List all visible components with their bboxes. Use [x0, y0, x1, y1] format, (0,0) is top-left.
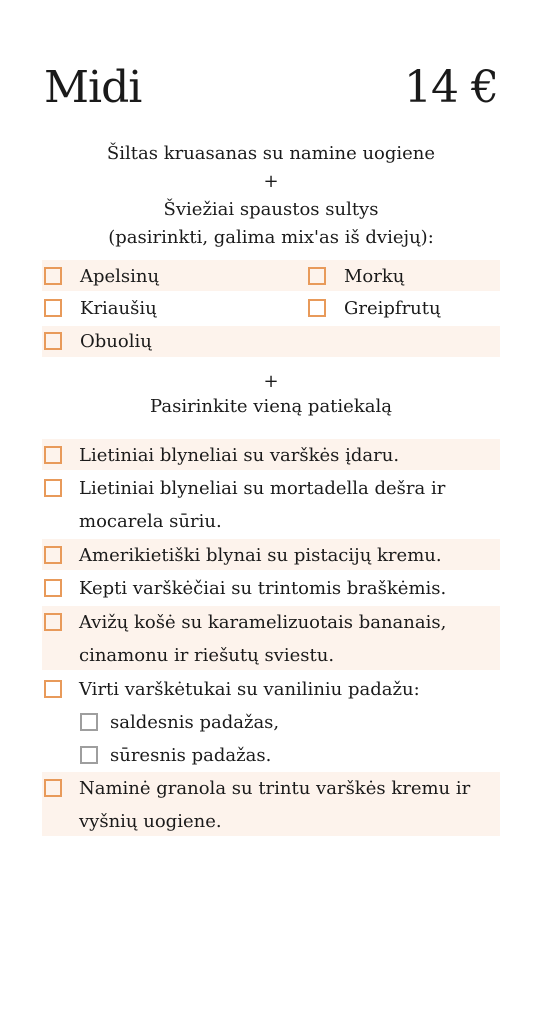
checkbox[interactable] [44, 680, 62, 698]
juice-option-greipfrutu[interactable] [308, 293, 441, 323]
checkbox[interactable] [44, 446, 62, 464]
dish-label: Naminė granola su trintu varškės kremu ir vyšnių uogiene. [79, 778, 471, 832]
checkbox[interactable] [44, 332, 62, 350]
intro-line-croissant: Šiltas kruasanas su namine uogiene [106, 143, 436, 164]
juice-option-morku[interactable] [308, 261, 404, 291]
juice-option-kriausiu[interactable] [44, 293, 157, 323]
checkbox[interactable] [44, 546, 62, 564]
dish-label: Lietiniai blyneliai su varškės įdaru. [79, 445, 400, 466]
intro-line-juice-note: (pasirinkti, galima mix'as iš dviejų): [108, 227, 434, 248]
checkbox[interactable] [44, 479, 62, 497]
dish-label: Kepti varškėčiai su trintomis braškėmis. [79, 578, 447, 599]
sauce-option[interactable] [80, 740, 271, 770]
juice-label: Greipfrutų [344, 297, 441, 319]
intro-plus: + [263, 171, 279, 192]
menu-title: Midi [44, 62, 142, 113]
checkbox[interactable] [44, 579, 62, 597]
menu-price: 14 € [404, 62, 498, 113]
intro-block [0, 140, 542, 252]
juice-option-apelsinu[interactable] [44, 261, 159, 291]
checkbox[interactable] [44, 779, 62, 797]
intro-line-juice: Šviežiai spaustos sultys [163, 199, 379, 220]
middle-plus: + [263, 371, 279, 392]
sauce-label: saldesnis padažas, [110, 711, 280, 733]
checkbox[interactable] [308, 267, 326, 285]
juice-option-obuoliu[interactable] [44, 326, 152, 356]
juice-label: Apelsinų [80, 265, 160, 287]
checkbox[interactable] [80, 713, 98, 731]
choose-dish-heading: Pasirinkite vieną patiekalą [150, 396, 392, 417]
checkbox[interactable] [80, 746, 98, 764]
juice-label: Morkų [344, 265, 405, 287]
dish-label: Lietiniai blyneliai su mortadella dešra ir mocarela sūriu. [79, 478, 446, 532]
juice-label: Obuolių [80, 330, 152, 352]
dish-label: Virti varškėtukai su vaniliniu padažu: [79, 679, 420, 700]
header [44, 58, 498, 118]
dish-label: Amerikietiški blynai su pistacijų kremu. [79, 545, 442, 566]
sauce-option[interactable] [80, 707, 279, 737]
checkbox[interactable] [44, 267, 62, 285]
juice-label: Kriaušių [80, 297, 157, 319]
checkbox[interactable] [44, 613, 62, 631]
sauce-label: sūresnis padažas. [110, 744, 272, 766]
checkbox[interactable] [44, 299, 62, 317]
dish-label: Avižų košė su karamelizuotais bananais, cinamonu ir riešutų sviestu. [79, 612, 447, 666]
checkbox[interactable] [308, 299, 326, 317]
